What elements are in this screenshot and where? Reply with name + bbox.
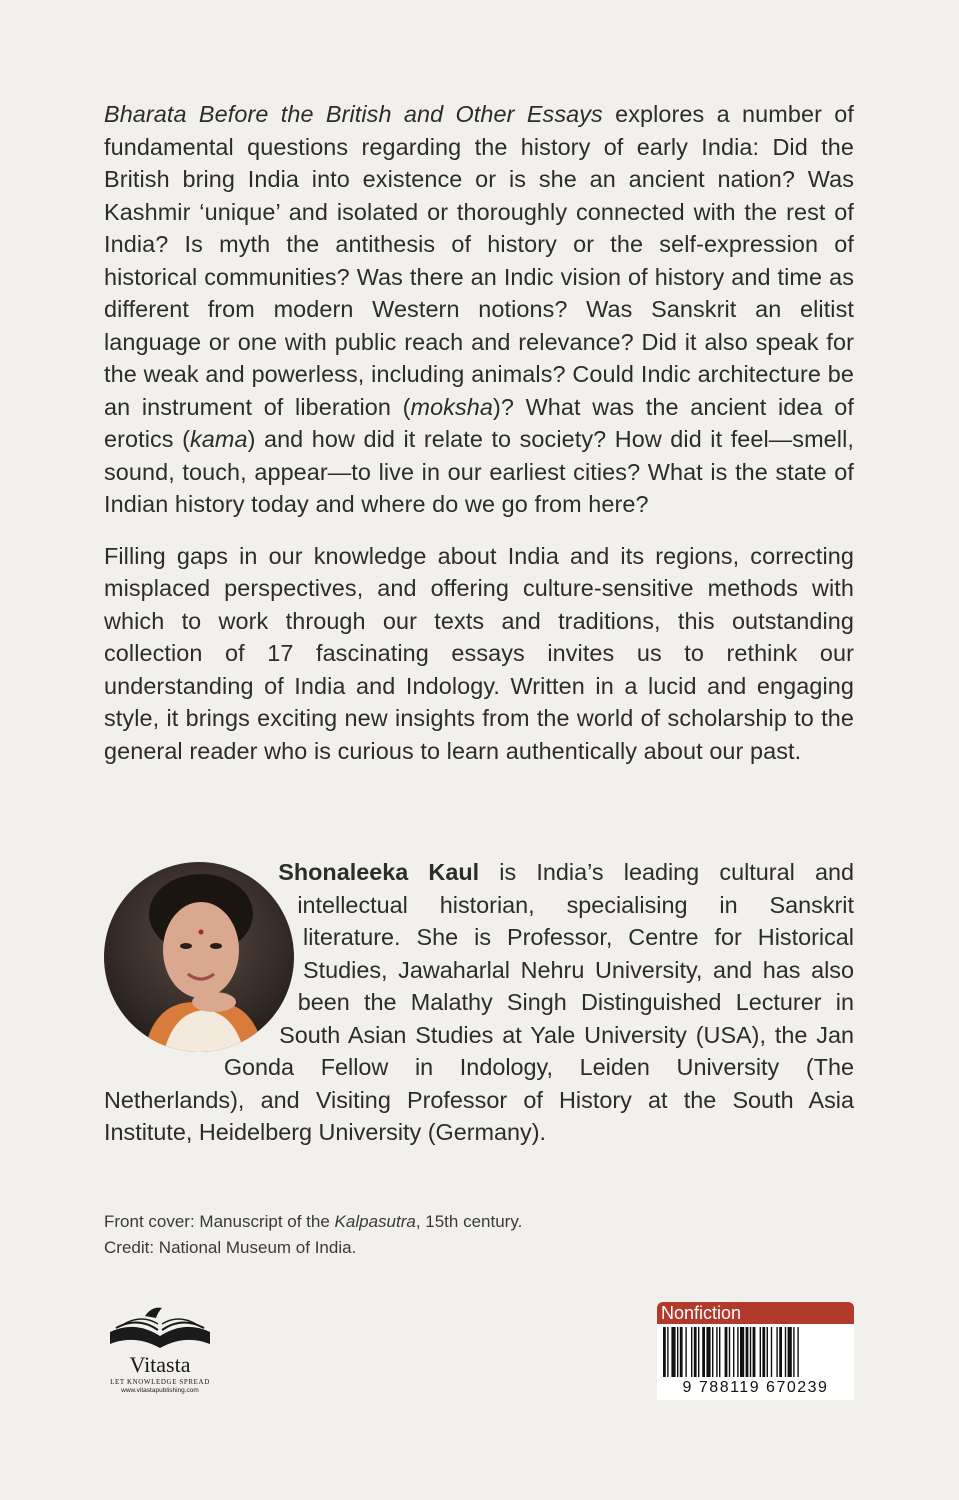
- barcode-bar: [694, 1327, 697, 1377]
- genre-label: Nonfiction: [657, 1302, 854, 1324]
- barcode-bar: [762, 1327, 765, 1377]
- publisher-logo: [100, 1302, 220, 1402]
- publisher-tagline: LET KNOWLEDGE SPREAD: [110, 1378, 210, 1386]
- term-kama: kama: [189, 426, 248, 452]
- blurb-paragraph-1: [104, 98, 854, 521]
- barcode-bar: [725, 1327, 728, 1377]
- author-photo: [104, 862, 294, 1052]
- blurb-text: ) and how did it relate to society? How did it feel—smell, sound, touch, appear—to live in our earliest cities? What is the state of Indian history today and where do we go from here?: [104, 426, 854, 517]
- barcode-bar: [712, 1327, 713, 1377]
- barcode-bar: [776, 1327, 777, 1377]
- barcode-bar: [746, 1327, 749, 1377]
- barcode-bar: [706, 1327, 710, 1377]
- barcode-bar: [698, 1327, 699, 1377]
- barcode: [657, 1324, 854, 1400]
- barcode-bar: [667, 1327, 668, 1377]
- barcode-bar: [680, 1327, 683, 1377]
- barcode-bar: [785, 1327, 786, 1377]
- cover-credit-line: Front cover: Manuscript of the Kalpasutra, 15th century.: [104, 1212, 523, 1231]
- barcode-bar: [797, 1327, 798, 1377]
- barcode-bar: [771, 1327, 772, 1377]
- barcode-bar: [685, 1327, 686, 1377]
- barcode-bar: [753, 1327, 756, 1377]
- barcode-bar: [788, 1327, 792, 1377]
- barcode-bar: [737, 1327, 738, 1377]
- isbn-number: 9 788119 670239: [682, 1379, 829, 1396]
- barcode-bar: [702, 1327, 705, 1377]
- publisher-name: Vitasta: [129, 1352, 191, 1377]
- author-bio: [104, 856, 854, 1149]
- blurb-paragraph-2: Filling gaps in our knowledge about India and its regions, correcting misplaced perspectives, and offering culture-sensitive methods with which to work through our texts and traditions, this outstanding collection of 17 fascinating essays invites us to rethink our understanding of India and Indology. Written in a lucid and engaging style, it brings exciting new insights from the world of scholarship to the general reader who is curious to learn authentically about our past.: [104, 542, 854, 764]
- term-moksha: moksha: [410, 393, 493, 420]
- book-title: Bharata Before the British and Other Essays: [104, 101, 603, 127]
- author-bio-text: is India’s leading cultural and intellectual historian, specialising in Sanskrit literature. She is Professor, Centre for Historical Studies, Jawaharlal Nehru University, and has also been the Malathy Singh Distinguished Lecturer in South Asian Studies at Yale University (USA), the Jan Gonda Fellow in Indology, Leiden University (The Netherlands), and Visiting Professor of History at the South Asia Institute, Heidelberg University (Germany).: [104, 859, 854, 1145]
- barcode-bar: [716, 1327, 717, 1377]
- barcode-bar: [663, 1327, 666, 1377]
- open-book-icon: [100, 1302, 220, 1354]
- author-name: Shonaleeka Kaul: [278, 859, 480, 885]
- manuscript-title: Kalpasutra: [334, 1212, 416, 1231]
- barcode-bar: [779, 1327, 782, 1377]
- blurb-text: )? What was the ancient idea of erotics (: [104, 393, 854, 452]
- barcode-bar: [719, 1327, 720, 1377]
- barcode-bar: [793, 1327, 794, 1377]
- barcode-bar: [677, 1327, 678, 1377]
- barcode-bar: [750, 1327, 751, 1377]
- barcode-bar: [767, 1327, 768, 1377]
- barcode-bar: [691, 1327, 692, 1377]
- barcode-bars: [663, 1327, 848, 1377]
- barcode-bar: [760, 1327, 761, 1377]
- publisher-url: www.vitastapublishing.com: [121, 1387, 199, 1394]
- blurb-text: explores a number of fundamental questions regarding the history of early India: Did the British bring India into existence or is she an ancient nation? Was Kashmir ‘unique’ and isolated or thoroughly connected with the rest of India? Is myth the antithesis of history or the self-expression of historical communities? Was there an Indic vision of history and time as different from modern Western notions? Was Sanskrit an elitist language or one with public reach and relevance? Did it also speak for the weak and powerless, including animals? Could Indic architecture be an instrument of liberation (: [104, 101, 854, 420]
- barcode-bar: [671, 1327, 675, 1377]
- barcode-bar: [740, 1327, 744, 1377]
- image-credit-line: Credit: National Museum of India.: [104, 1238, 357, 1257]
- book-blurb: [104, 98, 854, 767]
- barcode-bar: [733, 1327, 734, 1377]
- barcode-bar: [729, 1327, 730, 1377]
- cover-credits: [104, 1209, 522, 1261]
- isbn-barcode-block: [657, 1302, 854, 1400]
